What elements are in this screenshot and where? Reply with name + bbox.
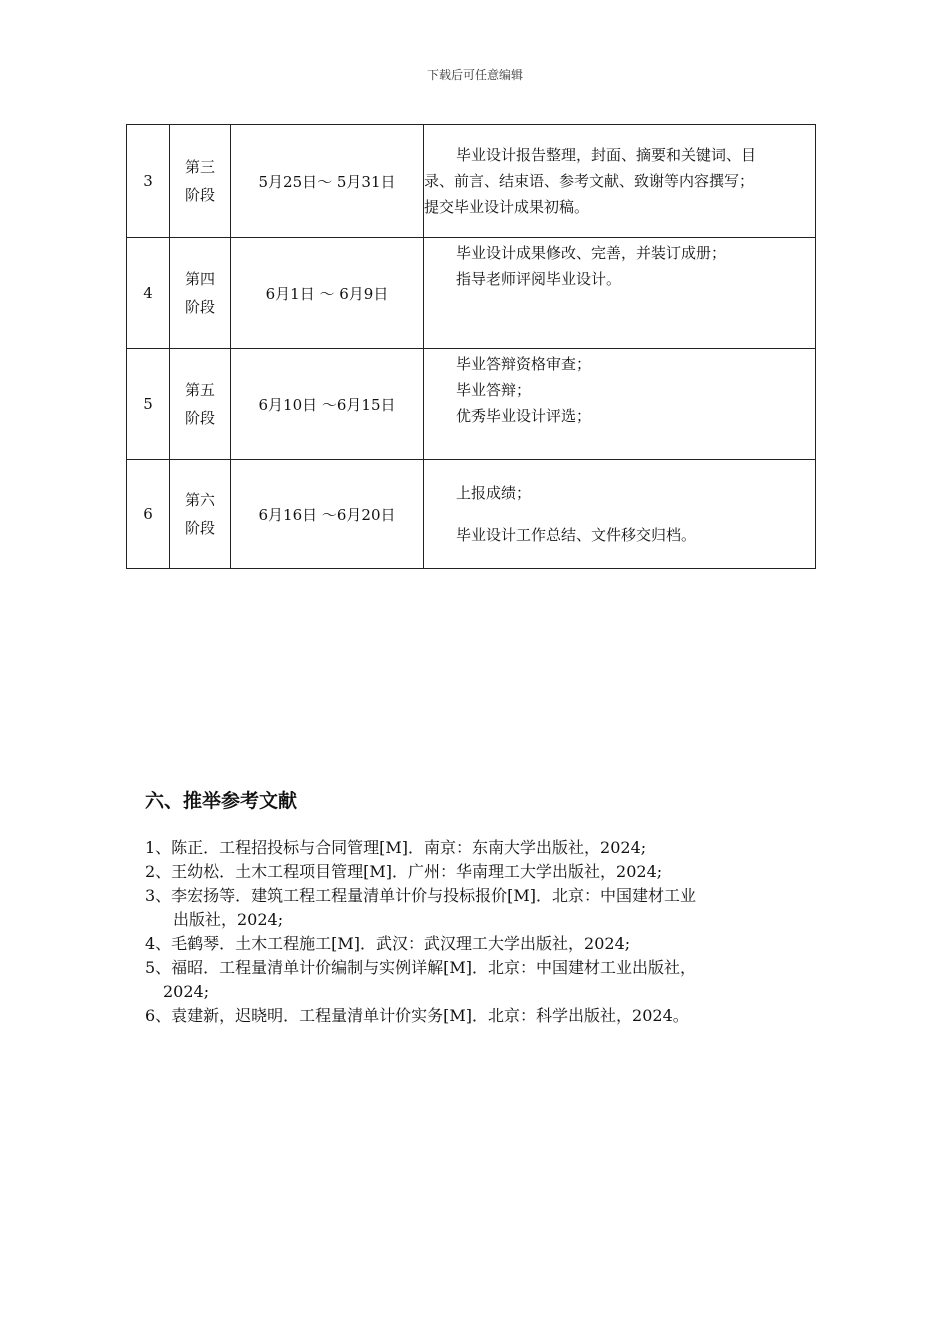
section-title: 六、推举参考文献 xyxy=(145,790,298,812)
reference-text: 4、毛鹤琴．土木工程施工[M]．武汉：武汉理工大学出版社，2024; xyxy=(145,934,631,953)
reference-text: 1、陈正．工程招投标与合同管理[M]．南京：东南大学出版社，2024; xyxy=(145,838,647,857)
task-cell xyxy=(424,125,816,238)
table-row xyxy=(127,460,816,569)
table-row xyxy=(127,238,816,349)
list-item xyxy=(145,932,825,956)
reference-text: 5、福昭．工程量清单计价编制与实例详解[M]．北京：中国建材工业出版社， xyxy=(145,958,697,977)
row-number: 4 xyxy=(127,238,170,349)
date-range: 6月10日 ～6月15日 xyxy=(231,349,424,460)
task-cell xyxy=(424,460,816,569)
task-line: 毕业设计报告整理，封面、摘要和关键词、目 xyxy=(456,146,757,164)
task-line: 提交毕业设计成果初稿。 xyxy=(424,198,590,216)
row-number: 5 xyxy=(127,349,170,460)
task-cell xyxy=(424,349,816,460)
task-cell xyxy=(424,238,816,349)
reference-text: 3、李宏扬等．建筑工程工程量清单计价与投标报价[M]．北京：中国建材工业 xyxy=(145,886,697,905)
reference-text-continued: 出版社，2024; xyxy=(173,910,284,929)
reference-text-continued: 2024; xyxy=(163,982,210,1001)
reference-text: 2、王幼松．土木工程项目管理[M]．广州：华南理工大学出版社，2024; xyxy=(145,862,663,881)
task-line: 毕业设计工作总结、文件移交归档。 xyxy=(456,526,697,544)
stage-label: 阶段 xyxy=(184,409,215,427)
row-number: 3 xyxy=(127,125,170,238)
stage-cell xyxy=(170,349,231,460)
table-row xyxy=(127,125,816,238)
list-item xyxy=(145,836,825,860)
stage-label: 第四 xyxy=(184,270,215,288)
task-line: 优秀毕业设计评选； xyxy=(456,407,592,425)
task-line: 上报成绩； xyxy=(456,484,532,502)
list-item xyxy=(145,860,825,884)
schedule-table xyxy=(126,124,816,569)
reference-text: 6、袁建新，迟晓明．工程量清单计价实务[M]．北京：科学出版社，2024。 xyxy=(145,1006,689,1025)
date-range: 6月16日 ～6月20日 xyxy=(231,460,424,569)
date-range: 5月25日～ 5月31日 xyxy=(231,125,424,238)
list-item xyxy=(145,884,825,932)
stage-cell xyxy=(170,125,231,238)
list-item xyxy=(145,1004,825,1028)
stage-cell xyxy=(170,460,231,569)
stage-cell xyxy=(170,238,231,349)
stage-label: 阶段 xyxy=(184,519,215,537)
stage-label: 第五 xyxy=(184,381,215,399)
task-line: 毕业答辩资格审查； xyxy=(456,355,592,373)
task-line: 毕业设计成果修改、完善，并装订成册； xyxy=(456,244,727,262)
task-line: 指导老师评阅毕业设计。 xyxy=(456,270,622,288)
list-item xyxy=(145,956,825,1004)
task-line: 录、前言、结束语、参考文献、致谢等内容撰写； xyxy=(424,172,755,190)
row-number: 6 xyxy=(127,460,170,569)
stage-label: 第三 xyxy=(184,158,215,176)
date-range: 6月1日 ～ 6月9日 xyxy=(231,238,424,349)
reference-list xyxy=(145,836,825,1028)
stage-label: 阶段 xyxy=(184,186,215,204)
stage-label: 阶段 xyxy=(184,298,215,316)
page-header: 下载后可任意编辑 xyxy=(426,68,523,82)
stage-label: 第六 xyxy=(184,491,215,509)
task-line: 毕业答辩； xyxy=(456,381,532,399)
table-row xyxy=(127,349,816,460)
